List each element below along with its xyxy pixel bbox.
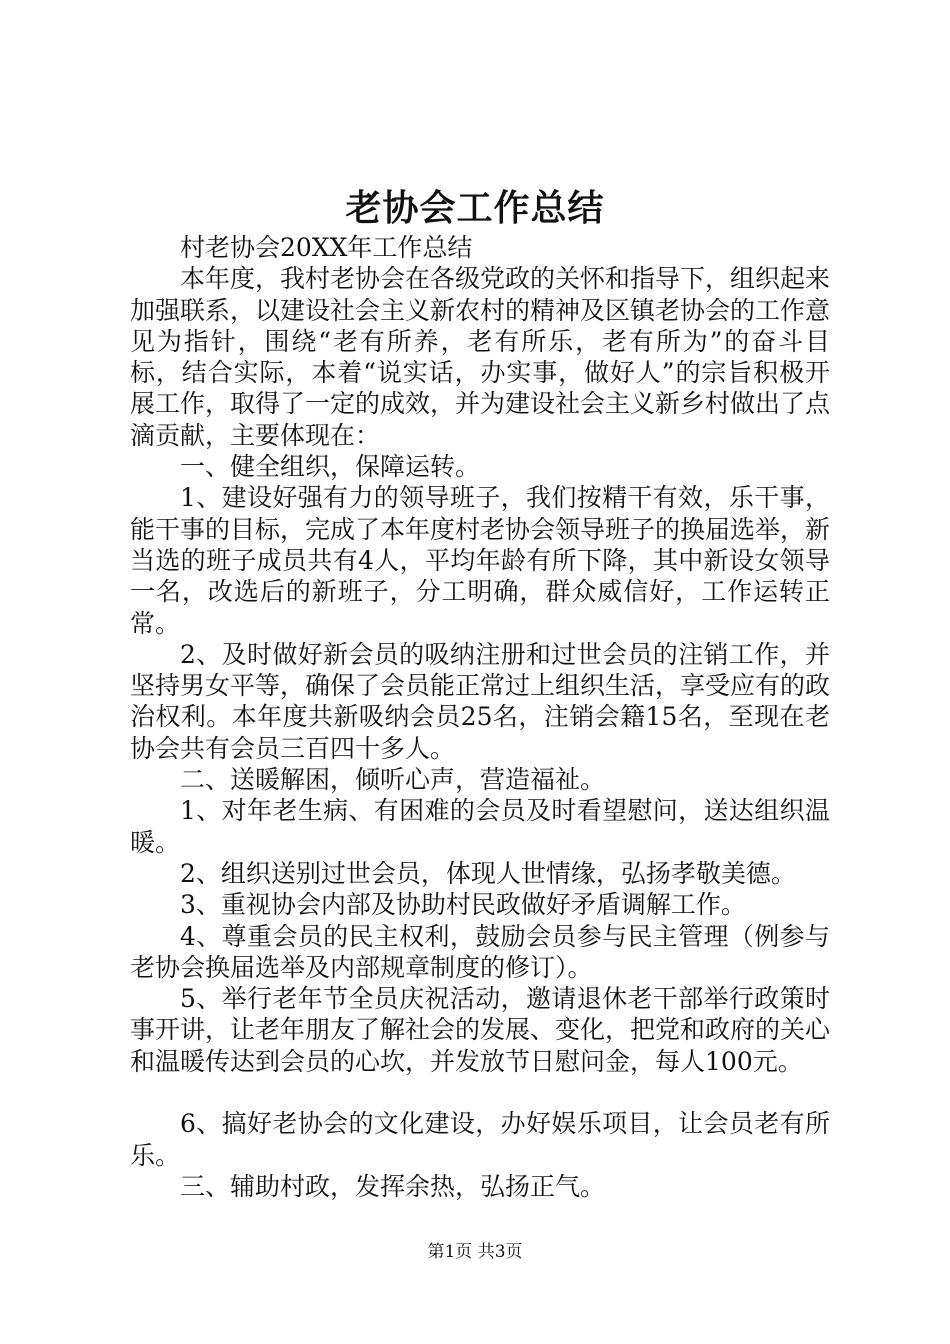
paragraph-1-2: 2、及时做好新会员的吸纳注册和过世会员的注销工作，并坚持男女平等，确保了会员能正常过上组织生活，享受应有的政治权利。本年度共新吸纳会员25名，注销会籍15名，至现在老协会共有会员三百四十多人。 <box>130 639 831 763</box>
document-title: 老协会工作总结 <box>345 187 605 229</box>
paragraph-2-4: 4、尊重会员的民主权利，鼓励会员参与民主管理（例参与老协会换届选举及内部规章制度的修订）。 <box>130 921 830 982</box>
paragraph-2-6: 6、搞好老协会的文化建设，办好娱乐项目，让会员老有所乐。 <box>130 1109 830 1170</box>
document-body <box>130 232 830 1202</box>
section-heading-3: 三、辅助村政，发挥余热，弘扬正气。 <box>180 1171 606 1201</box>
section-heading-1: 一、健全组织，保障运转。 <box>180 452 481 482</box>
section-heading-2: 二、送暖解困，倾听心声，营造福祉。 <box>180 765 606 795</box>
paragraph-2-5: 5、举行老年节全员庆祝活动，邀请退休老干部举行政策时事开讲，让老年朋友了解社会的发展、变化，把党和政府的关心和温暖传达到会员的心坎，并发放节日慰问金，每人100元。 <box>130 984 831 1076</box>
paragraph-2-2: 2、组织送别过世会员，体现人世情缘，弘扬孝敬美德。 <box>180 858 796 888</box>
blank-line <box>130 1077 830 1108</box>
paragraph-2-1: 1、对年老生病、有困难的会员及时看望慰问，送达组织温暖。 <box>130 796 830 857</box>
paragraph-subtitle: 村老协会20XX年工作总结 <box>180 233 473 262</box>
paragraph-1-1: 1、建设好强有力的领导班子，我们按精干有效，乐干事，能干事的目标，完成了本年度村老协会领导班子的换届选举，新当选的班子成员共有4人，平均年龄有所下降，其中新设女领导一名，改选后的新班子，分工明确，群众威信好，工作运转正常。 <box>130 483 831 638</box>
paragraph-intro: 本年度，我村老协会在各级党政的关怀和指导下，组织起来加强联系，以建设社会主义新农村的精神及区镇老协会的工作意见为指针，围绕“老有所养，老有所乐，老有所为”的奋斗目标，结合实际，本着“说实话，办实事，做好人”的宗旨积极开展工作，取得了一定的成效，并为建设社会主义新乡村做出了点滴贡献，主要体现在： <box>130 264 831 450</box>
page-number: 第1页 共3页 <box>427 1242 523 1262</box>
paragraph-2-3: 3、重视协会内部及协助村民政做好矛盾调解工作。 <box>180 890 746 920</box>
